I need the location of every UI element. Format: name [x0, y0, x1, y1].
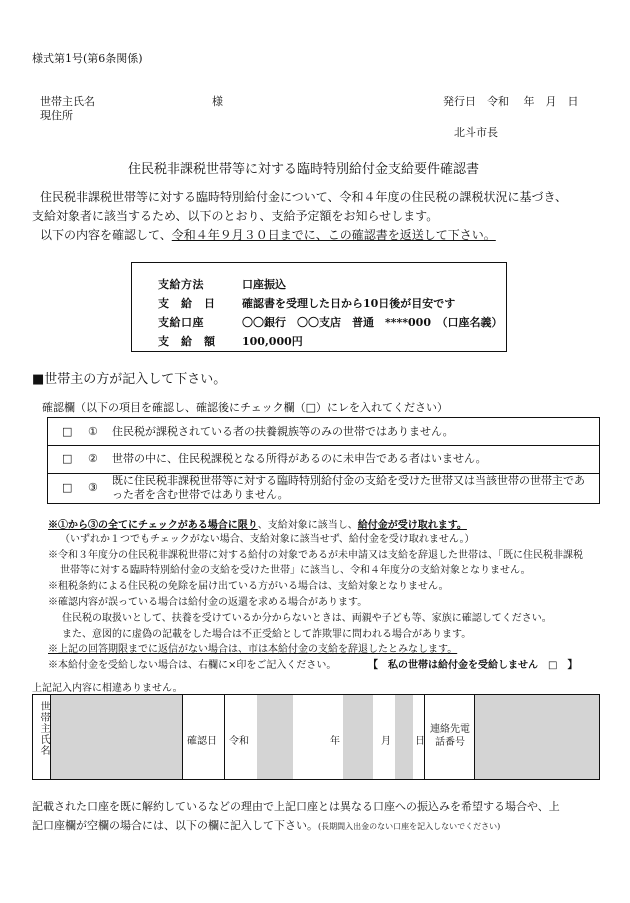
payment-key: 支給方法	[158, 278, 204, 291]
confirm-date-label: 確認日	[187, 736, 217, 747]
payment-value: 〇〇銀行 〇〇支店 普通 ****000 （口座名義）	[242, 316, 503, 329]
payment-value: 確認書を受理した日から10日後が目安です	[242, 297, 456, 310]
note-6: ※確認内容が誤っている場合は給付金の返還を求める場合があります。	[48, 597, 368, 608]
payment-row	[158, 313, 502, 332]
checkbox-3[interactable]: □	[62, 481, 73, 494]
honorific-sama: 様	[212, 95, 223, 108]
check-text-1: 住民税が課税されている者の扶養親族等のみの世帯ではありません。	[112, 425, 454, 438]
document-title: 住民税非課税世帯等に対する臨時特別給付金支給要件確認書	[128, 162, 480, 177]
check-item-3	[48, 473, 599, 503]
payment-row	[158, 332, 502, 351]
note-2: （いずれか１つでもチェックがない場合、支給対象に該当せず、給付金を受け取れません。）	[60, 534, 475, 545]
address-label: 現住所	[40, 109, 73, 122]
check-instructions: 確認欄（以下の項目を確認し、確認後にチェック欄（□）にレを入れてください）	[42, 401, 449, 414]
payment-value: 口座振込	[242, 278, 286, 291]
contact-phone-label: 連絡先電話番号	[430, 724, 470, 748]
note-1: ※①から③の全てにチェックがある場合に限り、支給対象に該当し、給付金が受け取れます。	[48, 520, 467, 531]
check-number-1: ①	[88, 425, 98, 438]
section-heading: ■世帯主の方が記入して下さい。	[32, 372, 227, 387]
agreement-statement: 上記記入内容に相違ありません。	[32, 683, 183, 694]
payment-info-table	[158, 275, 502, 351]
date-input-cell[interactable]	[225, 695, 425, 779]
note-9: ※上記の回答期限までに返信がない場合は、市は本給付金の支給を辞退したとみなします。	[48, 644, 458, 655]
note-5: ※租税条約による住民税の免除を届け出ている方がいる場合は、支給対象となりません。	[48, 581, 449, 592]
city-mayor: 北斗市長	[454, 126, 498, 139]
checkbox-2[interactable]: □	[62, 452, 73, 465]
payment-value: 100,000円	[242, 335, 303, 348]
reiwa-label: 令和	[229, 736, 249, 747]
contact-label-cell	[425, 695, 475, 779]
payment-row	[158, 275, 502, 294]
check-item-2	[48, 445, 599, 474]
intro-line-3: 以下の内容を確認して、令和４年９月３０日までに、この確認書を返送して下さい。	[40, 228, 496, 242]
month-label: 月	[381, 736, 391, 747]
month-input[interactable]	[343, 695, 373, 779]
decline-checkbox[interactable]: 【 私の世帯は給付金を受給しません □ 】	[368, 660, 578, 671]
year-label: 年	[330, 736, 340, 747]
note-3: ※令和３年度分の住民税非課税世帯に対する給付の対象であるが未申請又は支給を辞退した世帯は、「既に住民税非課税	[48, 550, 583, 561]
payment-key: 支給口座	[158, 316, 204, 329]
note-10: ※本給付金を受給しない場合は、右欄に×印をご記入ください。	[48, 660, 337, 671]
year-input[interactable]	[257, 695, 293, 779]
footer-line-2: 記口座欄が空欄の場合には、以下の欄に記入して下さい。(長期間入出金のない口座を記入しないでください)	[32, 819, 501, 832]
note-7: 住民税の取扱いとして、扶養を受けているか分からないときは、両親や子ども等、家族に確認してください。	[62, 613, 552, 624]
note-8: また、意図的に虚偽の記載をした場合は不正受給として詐欺罪に問われる場合があります。	[62, 629, 472, 640]
signature-table	[32, 694, 600, 780]
payment-key: 支 給 額	[158, 335, 216, 348]
head-name-vertical-label: 世帯主氏名	[38, 701, 49, 756]
household-head-name-label: 世帯主氏名	[40, 95, 95, 108]
day-label: 日	[415, 736, 425, 747]
footer-small-note: (長期間入出金のない口座を記入しないでください)	[318, 822, 501, 831]
checklist	[47, 417, 600, 504]
head-name-input[interactable]	[51, 695, 183, 779]
head-name-label-cell	[33, 695, 51, 779]
checkbox-1[interactable]: □	[62, 425, 73, 438]
check-number-2: ②	[88, 452, 98, 465]
check-item-1	[48, 418, 599, 446]
note-4: 世帯等に対する臨時特別給付金の支給を受けた世帯」に該当し、令和４年度分の支給対象となりません。	[60, 565, 531, 576]
deadline-notice: 令和４年９月３０日までに、この確認書を返送して下さい。	[171, 228, 496, 242]
footer-line-1: 記載された口座を既に解約しているなどの理由で上記口座とは異なる口座への振込みを希望する場合や、上	[32, 800, 560, 813]
intro-line-1: 住民税非課税世帯等に対する臨時特別給付金について、令和４年度の住民税の課税状況に基づき、	[40, 190, 568, 204]
issue-date: 発行日 令和 年 月 日	[443, 95, 579, 108]
contact-phone-input[interactable]	[475, 695, 599, 779]
check-text-2: 世帯の中に、住民税課税となる所得があるのに未申告である者はいません。	[112, 452, 487, 465]
intro-line-2: 支給対象者に該当するため、以下のとおり、支給予定額をお知らせします。	[32, 209, 439, 223]
check-number-3: ③	[88, 481, 98, 494]
check-text-3: 既に住民税非課税世帯等に対する臨時特別給付金の支給を受けた世帯又は当該世帯の世帯主であった者を含む世帯ではありません。	[112, 474, 585, 501]
payment-row	[158, 294, 502, 313]
form-number: 様式第1号(第6条関係)	[32, 52, 143, 65]
payment-key: 支 給 日	[158, 297, 216, 310]
day-input[interactable]	[395, 695, 413, 779]
confirm-date-label-cell	[183, 695, 225, 779]
